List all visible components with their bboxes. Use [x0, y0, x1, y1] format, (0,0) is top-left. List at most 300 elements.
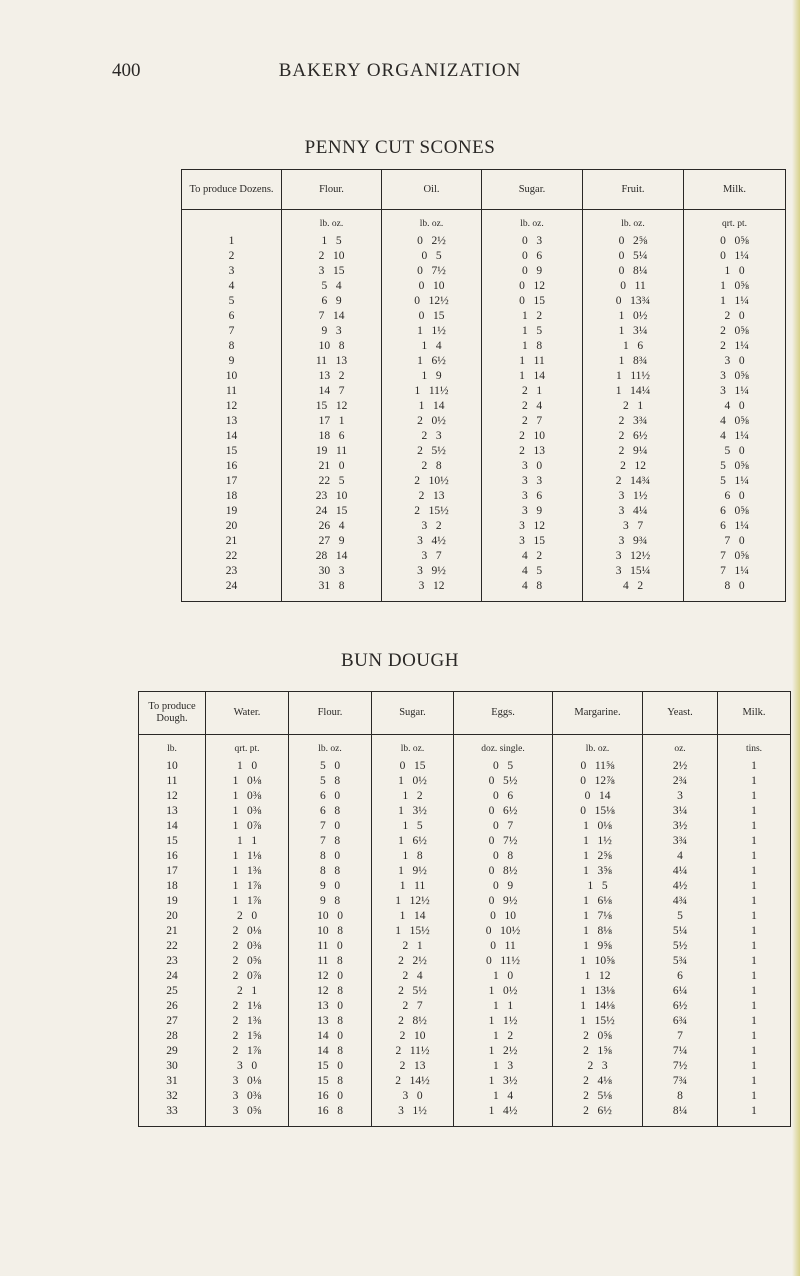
table-cell: 2 14¾ — [583, 473, 684, 488]
table-cell: 10 8 — [289, 923, 372, 938]
table-cell: 1 0⅛ — [553, 818, 643, 833]
table-cell-empty — [289, 1118, 372, 1127]
table-cell: 2 0⅝ — [206, 953, 289, 968]
table-cell: 17 — [182, 473, 282, 488]
table-cell: 15 — [182, 443, 282, 458]
table-cell: 27 — [139, 1013, 206, 1028]
table-cell: 28 14 — [282, 548, 382, 563]
table-cell: 5 8 — [289, 773, 372, 788]
table-cell: 2 0⅝ — [684, 323, 786, 338]
table-cell: 7¾ — [643, 1073, 718, 1088]
table-cell: 0 9 — [454, 878, 553, 893]
table-cell: 2 10 — [372, 1028, 454, 1043]
table-cell: 2 3¾ — [583, 413, 684, 428]
table-cell: 0 15 — [382, 308, 482, 323]
table-cell: 5 0⅝ — [684, 458, 786, 473]
page-number: 400 — [112, 60, 141, 81]
scones-header-2: Oil. — [382, 170, 482, 210]
table-cell: 19 — [182, 503, 282, 518]
table-cell: 3 — [643, 788, 718, 803]
table-cell: 22 — [182, 548, 282, 563]
table-cell: 7 8 — [289, 833, 372, 848]
table-cell: 3 0⅛ — [206, 1073, 289, 1088]
table-cell: 2 0⅛ — [206, 923, 289, 938]
table-cell: 4 5 — [482, 563, 583, 578]
table-cell: 10 0 — [289, 908, 372, 923]
table-cell: 3 0⅜ — [206, 1088, 289, 1103]
table-cell: 14 0 — [289, 1028, 372, 1043]
table-cell: 1 2½ — [454, 1043, 553, 1058]
table-cell: 1 2 — [454, 1028, 553, 1043]
table-cell: 9 — [182, 353, 282, 368]
bun-unit-cell: oz. — [643, 735, 718, 759]
table-cell: 0 14 — [553, 788, 643, 803]
table-cell: 1 — [718, 848, 791, 863]
table-cell: 1 9½ — [372, 863, 454, 878]
table-cell: 1 — [718, 1058, 791, 1073]
table-cell: 24 — [182, 578, 282, 593]
table-cell: 6¼ — [643, 983, 718, 998]
table-cell: 1 — [718, 908, 791, 923]
table-cell: 7 1¼ — [684, 563, 786, 578]
table-cell: 2 6½ — [583, 428, 684, 443]
table-cell: 1 14¼ — [583, 383, 684, 398]
table-cell: 1 — [718, 803, 791, 818]
table-row — [139, 923, 791, 938]
table-cell: 1 — [718, 1103, 791, 1118]
table-cell: 6 0 — [289, 788, 372, 803]
table-cell: 2 13 — [382, 488, 482, 503]
table-cell-empty — [583, 593, 684, 602]
table-cell: 0 7½ — [454, 833, 553, 848]
table-cell: 11 8 — [289, 953, 372, 968]
table-row — [182, 578, 786, 593]
table-cell: 2 5⅛ — [553, 1088, 643, 1103]
bun-units-row — [139, 735, 791, 759]
table-cell: 1 2 — [482, 308, 583, 323]
table-cell: 31 — [139, 1073, 206, 1088]
table-cell: 19 11 — [282, 443, 382, 458]
table-cell: 3 0 — [372, 1088, 454, 1103]
table-cell: 0 6 — [482, 248, 583, 263]
scones-unit-cell: lb. oz. — [583, 210, 684, 234]
table-cell: 3 15 — [482, 533, 583, 548]
table-cell: 30 — [139, 1058, 206, 1073]
table-cell: 4¾ — [643, 893, 718, 908]
table-row — [182, 473, 786, 488]
table-row — [139, 893, 791, 908]
table-row — [182, 308, 786, 323]
scones-bottom-padding-row — [182, 593, 786, 602]
table-cell: 3 0 — [482, 458, 583, 473]
table-cell: 21 — [139, 923, 206, 938]
table-cell: 6 — [182, 308, 282, 323]
table-cell: 18 — [139, 878, 206, 893]
table-cell: 1 1⅞ — [206, 893, 289, 908]
table-cell: 1 — [182, 233, 282, 248]
table-row — [139, 1013, 791, 1028]
table-row — [182, 368, 786, 383]
table-cell: 12 — [139, 788, 206, 803]
table-cell: 1 — [718, 983, 791, 998]
table-cell: 16 8 — [289, 1103, 372, 1118]
table-cell: 1 — [718, 1028, 791, 1043]
table-cell: 1 5 — [372, 818, 454, 833]
table-cell: 4½ — [643, 878, 718, 893]
table-cell: 7 14 — [282, 308, 382, 323]
table-cell: 1 4 — [454, 1088, 553, 1103]
table-cell: 22 5 — [282, 473, 382, 488]
bun-header-6: Yeast. — [643, 692, 718, 735]
table-cell: 0 15⅛ — [553, 803, 643, 818]
table-cell: 0 8½ — [454, 863, 553, 878]
bun-unit-cell: lb. oz. — [289, 735, 372, 759]
table-row — [139, 968, 791, 983]
table-cell: 6 9 — [282, 293, 382, 308]
table-cell: 8 — [182, 338, 282, 353]
table-cell: 2 2½ — [372, 953, 454, 968]
table-cell: 10 — [182, 368, 282, 383]
table-cell: 11 — [182, 383, 282, 398]
table-cell: 1 — [718, 773, 791, 788]
table-cell: 16 — [139, 848, 206, 863]
table-cell: 6 0⅝ — [684, 503, 786, 518]
table-cell: 5 — [182, 293, 282, 308]
table-cell: 3 1¼ — [684, 383, 786, 398]
table-cell: 3 12 — [482, 518, 583, 533]
table-cell: 11 — [139, 773, 206, 788]
table-cell: 1 0⅛ — [206, 773, 289, 788]
table-cell: 21 0 — [282, 458, 382, 473]
table-cell: 1 7⅛ — [553, 908, 643, 923]
table-row — [182, 518, 786, 533]
table-row — [139, 1028, 791, 1043]
table-cell: 9 8 — [289, 893, 372, 908]
table-cell: 1 13⅛ — [553, 983, 643, 998]
table-cell: 4 2 — [583, 578, 684, 593]
table-cell: 0 2½ — [382, 233, 482, 248]
table-cell: 17 — [139, 863, 206, 878]
table-cell: 1 11 — [482, 353, 583, 368]
table-cell: 0 9 — [482, 263, 583, 278]
scones-unit-cell: lb. oz. — [482, 210, 583, 234]
table-cell: 0 11½ — [454, 953, 553, 968]
table-row — [139, 1073, 791, 1088]
table-cell: 3 7 — [382, 548, 482, 563]
table-cell: 26 — [139, 998, 206, 1013]
table-cell: 17 1 — [282, 413, 382, 428]
table-cell: 3 9 — [482, 503, 583, 518]
table-cell: 3¼ — [643, 803, 718, 818]
scones-unit-cell: lb. oz. — [282, 210, 382, 234]
table-cell: 1 9 — [382, 368, 482, 383]
table-cell: 2 1 — [372, 938, 454, 953]
table-cell: 3 9½ — [382, 563, 482, 578]
table-cell: 2 8½ — [372, 1013, 454, 1028]
table-row — [182, 233, 786, 248]
table-cell: 1 1⅛ — [206, 848, 289, 863]
running-head — [0, 60, 800, 90]
table-cell: 2 1⅛ — [206, 998, 289, 1013]
table-cell: 2 0½ — [382, 413, 482, 428]
table-row — [182, 458, 786, 473]
table-cell: 3 0 — [206, 1058, 289, 1073]
table-cell: 2 0⅝ — [553, 1028, 643, 1043]
table-cell: 2 10 — [282, 248, 382, 263]
table-cell: 2 8 — [382, 458, 482, 473]
table-cell: 6¾ — [643, 1013, 718, 1028]
table-cell: 3 15 — [282, 263, 382, 278]
table-cell: 1 1 — [206, 833, 289, 848]
table-cell: 2 7 — [482, 413, 583, 428]
table-cell: 1 0⅜ — [206, 803, 289, 818]
table-cell: 1 — [718, 758, 791, 773]
bun-table — [138, 691, 791, 1127]
table-cell-empty — [718, 1118, 791, 1127]
table-cell: 4 2 — [482, 548, 583, 563]
table-cell: 1 0 — [454, 968, 553, 983]
table-row — [139, 878, 791, 893]
table-cell: 0 11⅝ — [553, 758, 643, 773]
table-row — [182, 443, 786, 458]
table-cell: 3 0 — [684, 353, 786, 368]
table-cell: 3 7 — [583, 518, 684, 533]
table-row — [139, 773, 791, 788]
table-row — [182, 278, 786, 293]
table-cell: 10 8 — [282, 338, 382, 353]
table-cell: 3 9¾ — [583, 533, 684, 548]
table-cell: 1 1 — [454, 998, 553, 1013]
table-cell: 1 3½ — [454, 1073, 553, 1088]
table-cell: 2 3 — [553, 1058, 643, 1073]
table-cell: 4 1¼ — [684, 428, 786, 443]
table-cell: 1 — [718, 833, 791, 848]
table-cell: 2 1 — [583, 398, 684, 413]
scones-unit-cell — [182, 210, 282, 234]
scones-header-0: To produce Dozens. — [182, 170, 282, 210]
table-cell: 1 6½ — [372, 833, 454, 848]
table-cell: 2 1⅝ — [206, 1028, 289, 1043]
table-cell: 1 0½ — [583, 308, 684, 323]
table-cell: 1 — [718, 878, 791, 893]
table-cell: 14 8 — [289, 1043, 372, 1058]
table-cell: 1 — [718, 923, 791, 938]
table-cell: 24 — [139, 968, 206, 983]
table-cell: 1 10⅝ — [553, 953, 643, 968]
table-cell: 1 6⅛ — [553, 893, 643, 908]
table-cell: 1 8⅛ — [553, 923, 643, 938]
table-cell: 15 — [139, 833, 206, 848]
table-cell: 10 — [139, 758, 206, 773]
table-cell: 0 6½ — [454, 803, 553, 818]
table-cell: 1 0⅝ — [684, 278, 786, 293]
table-cell: 29 — [139, 1043, 206, 1058]
table-cell: 2 3 — [382, 428, 482, 443]
table-cell: 3 1½ — [372, 1103, 454, 1118]
table-cell: 1 2⅝ — [553, 848, 643, 863]
table-cell: 1 11 — [372, 878, 454, 893]
table-cell-empty — [684, 593, 786, 602]
table-cell: 25 — [139, 983, 206, 998]
table-cell: 0 13¾ — [583, 293, 684, 308]
table-cell: 6 8 — [289, 803, 372, 818]
table-cell: 1 0½ — [454, 983, 553, 998]
table-cell: 1 1½ — [382, 323, 482, 338]
table-cell: 1 — [718, 938, 791, 953]
table-cell: 0 12⅞ — [553, 773, 643, 788]
table-row — [182, 488, 786, 503]
table-cell: 1 1½ — [553, 833, 643, 848]
table-cell: 0 11 — [454, 938, 553, 953]
table-cell: 2 14½ — [372, 1073, 454, 1088]
table-cell: 1 14 — [372, 908, 454, 923]
table-row — [139, 1088, 791, 1103]
table-row — [182, 413, 786, 428]
table-cell: 0 12½ — [382, 293, 482, 308]
table-cell: 3 12½ — [583, 548, 684, 563]
table-cell: 0 15 — [372, 758, 454, 773]
table-cell: 7 0 — [684, 533, 786, 548]
table-cell: 15 12 — [282, 398, 382, 413]
bun-header-5: Margarine. — [553, 692, 643, 735]
table-cell: 3 3 — [482, 473, 583, 488]
table-cell: 6 1¼ — [684, 518, 786, 533]
table-row — [182, 548, 786, 563]
table-cell: 3 2 — [382, 518, 482, 533]
table-row — [139, 1043, 791, 1058]
table-cell: 3 4¼ — [583, 503, 684, 518]
table-cell: 2 4 — [372, 968, 454, 983]
table-cell: 23 — [182, 563, 282, 578]
table-cell: 1 5 — [553, 878, 643, 893]
table-cell: 15 0 — [289, 1058, 372, 1073]
table-cell: 16 — [182, 458, 282, 473]
table-cell-empty — [182, 593, 282, 602]
table-row — [139, 788, 791, 803]
table-cell: 7 0 — [289, 818, 372, 833]
table-cell: 3½ — [643, 818, 718, 833]
table-cell: 1 1¼ — [684, 293, 786, 308]
table-cell: 5 — [643, 908, 718, 923]
table-cell: 32 — [139, 1088, 206, 1103]
table-cell-empty — [482, 593, 583, 602]
table-cell: 1 11½ — [382, 383, 482, 398]
table-cell: 2 1 — [482, 383, 583, 398]
table-cell: 0 11 — [583, 278, 684, 293]
scones-table — [181, 169, 786, 602]
table-cell: 0 7 — [454, 818, 553, 833]
table-cell: 9 0 — [289, 878, 372, 893]
table-cell: 23 — [139, 953, 206, 968]
table-cell: 0 8¼ — [583, 263, 684, 278]
table-row — [182, 533, 786, 548]
table-cell: 0 0⅝ — [684, 233, 786, 248]
table-cell: 30 3 — [282, 563, 382, 578]
table-cell: 3 15¼ — [583, 563, 684, 578]
table-cell: 8 0 — [684, 578, 786, 593]
table-cell: 0 9½ — [454, 893, 553, 908]
table-cell: 2 6½ — [553, 1103, 643, 1118]
table-cell: 13 2 — [282, 368, 382, 383]
table-cell: 1 3 — [454, 1058, 553, 1073]
table-cell: 2 1⅜ — [206, 1013, 289, 1028]
bun-title: BUN DOUGH — [341, 650, 459, 671]
scones-unit-cell: qrt. pt. — [684, 210, 786, 234]
table-cell: 2 5½ — [382, 443, 482, 458]
table-cell: 33 — [139, 1103, 206, 1118]
table-cell: 22 — [139, 938, 206, 953]
table-cell: 13 — [182, 413, 282, 428]
table-cell: 0 5 — [454, 758, 553, 773]
table-cell: 3 — [182, 263, 282, 278]
table-cell: 0 15 — [482, 293, 583, 308]
table-cell: 14 7 — [282, 383, 382, 398]
table-cell: 4 0⅝ — [684, 413, 786, 428]
scones-header-1: Flour. — [282, 170, 382, 210]
table-cell: 2 0⅞ — [206, 968, 289, 983]
table-cell: 1 0⅞ — [206, 818, 289, 833]
table-cell: 1 5 — [482, 323, 583, 338]
bun-header-3: Sugar. — [372, 692, 454, 735]
table-cell: 0 5¼ — [583, 248, 684, 263]
table-row — [139, 803, 791, 818]
table-cell: 7¼ — [643, 1043, 718, 1058]
table-cell: 2 12 — [583, 458, 684, 473]
table-cell: 1 3⅝ — [553, 863, 643, 878]
table-cell: 1 0⅜ — [206, 788, 289, 803]
table-cell: 0 10½ — [454, 923, 553, 938]
table-cell: 1 15½ — [553, 1013, 643, 1028]
scones-title: PENNY CUT SCONES — [304, 137, 496, 158]
bun-header-4: Eggs. — [454, 692, 553, 735]
table-cell: 1 12 — [553, 968, 643, 983]
table-cell: 3¾ — [643, 833, 718, 848]
table-cell: 12 0 — [289, 968, 372, 983]
table-cell: 7½ — [643, 1058, 718, 1073]
table-cell: 1 6½ — [382, 353, 482, 368]
table-cell: 1 8 — [482, 338, 583, 353]
table-cell: 2 13 — [372, 1058, 454, 1073]
table-row — [182, 263, 786, 278]
table-cell: 12 — [182, 398, 282, 413]
table-cell: 1 12½ — [372, 893, 454, 908]
table-row — [139, 953, 791, 968]
table-cell: 2 1⅞ — [206, 1043, 289, 1058]
table-cell: 31 8 — [282, 578, 382, 593]
bun-unit-cell: tins. — [718, 735, 791, 759]
table-row — [182, 428, 786, 443]
table-cell: 1 4 — [382, 338, 482, 353]
table-cell: 24 15 — [282, 503, 382, 518]
table-cell: 5¾ — [643, 953, 718, 968]
table-row — [182, 398, 786, 413]
table-cell: 13 8 — [289, 1013, 372, 1028]
table-cell: 2 9¼ — [583, 443, 684, 458]
bun-unit-cell: lb. — [139, 735, 206, 759]
scones-header-4: Fruit. — [583, 170, 684, 210]
bun-unit-cell: lb. oz. — [553, 735, 643, 759]
table-row — [139, 848, 791, 863]
table-cell: 0 2⅝ — [583, 233, 684, 248]
table-cell: 4 — [643, 848, 718, 863]
table-cell-empty — [206, 1118, 289, 1127]
table-cell: 1 8 — [372, 848, 454, 863]
table-row — [139, 833, 791, 848]
table-cell: 12 8 — [289, 983, 372, 998]
table-cell: 11 13 — [282, 353, 382, 368]
table-row — [182, 248, 786, 263]
table-row — [139, 908, 791, 923]
